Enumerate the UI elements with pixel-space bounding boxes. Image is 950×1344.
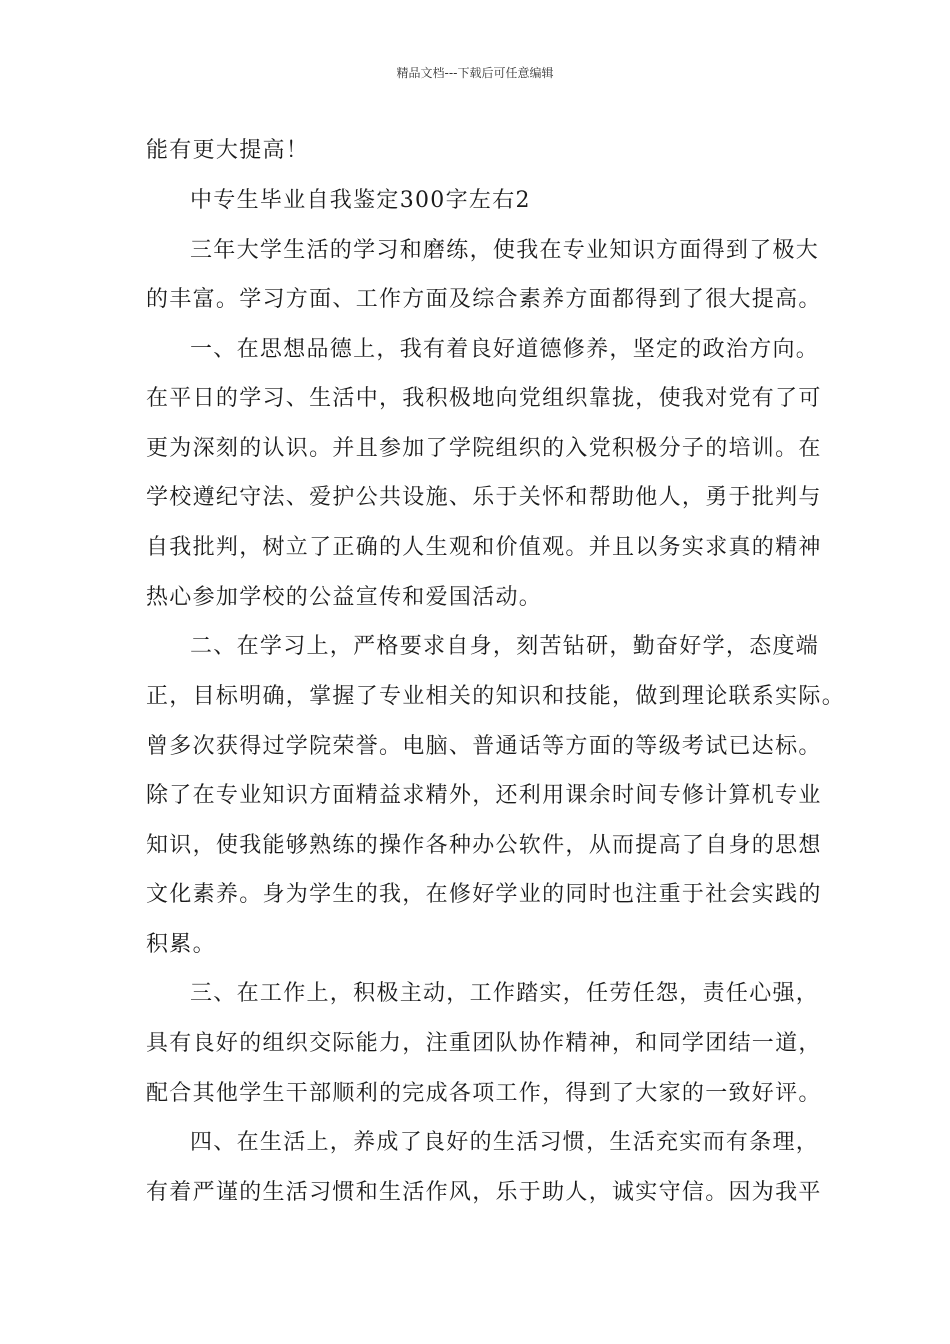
text-line: 文化素养。身为学生的我，在修好学业的同时也注重于社会实践的: [146, 882, 822, 907]
text-line: 能有更大提高！: [146, 138, 310, 163]
text-line: 具有良好的组织交际能力，注重团队协作精神，和同学团结一道，: [146, 1031, 822, 1056]
text-line: 配合其他学生干部顺利的完成各项工作，得到了大家的一致好评。: [146, 1081, 822, 1106]
text-line: 更为深刻的认识。并且参加了学院组织的入党积极分子的培训。在: [146, 436, 822, 461]
text-line: 自我批判，树立了正确的人生观和价值观。并且以务实求真的精神: [146, 535, 822, 560]
text-line: 学校遵纪守法、爱护公共设施、乐于关怀和帮助他人，勇于批判与: [146, 485, 822, 510]
text-line: 热心参加学校的公益宣传和爱国活动。: [146, 585, 543, 610]
section-title: 中专生毕业自我鉴定300字左右2: [190, 188, 531, 213]
text-line: 知识，使我能够熟练的操作各种办公软件，从而提高了自身的思想: [146, 833, 822, 858]
text-line: 三、在工作上，积极主动，工作踏实，任劳任怨，责任心强，: [190, 981, 820, 1006]
page-header: 精品文档---下载后可任意编辑: [396, 66, 554, 80]
text-line: 除了在专业知识方面精益求精外，还利用课余时间专修计算机专业: [146, 783, 822, 808]
text-line: 在平日的学习、生活中，我积极地向党组织靠拢，使我对党有了可: [146, 386, 822, 411]
text-line: 有着严谨的生活习惯和生活作风，乐于助人，诚实守信。因为我平: [146, 1180, 822, 1205]
text-line: 的丰富。学习方面、工作方面及综合素养方面都得到了很大提高。: [146, 287, 822, 312]
text-line: 二、在学习上，严格要求自身，刻苦钻研，勤奋好学，态度端: [190, 634, 820, 659]
text-line: 三年大学生活的学习和磨练，使我在专业知识方面得到了极大: [190, 238, 820, 263]
text-line: 一、在思想品德上，我有着良好道德修养，坚定的政治方向。: [190, 337, 820, 362]
text-line: 积累。: [146, 932, 216, 957]
text-line: 四、在生活上，养成了良好的生活习惯，生活充实而有条理，: [190, 1130, 820, 1155]
text-line: 正，目标明确，掌握了专业相关的知识和技能，做到理论联系实际。: [146, 684, 846, 709]
text-line: 曾多次获得过学院荣誉。电脑、普通话等方面的等级考试已达标。: [146, 734, 822, 759]
